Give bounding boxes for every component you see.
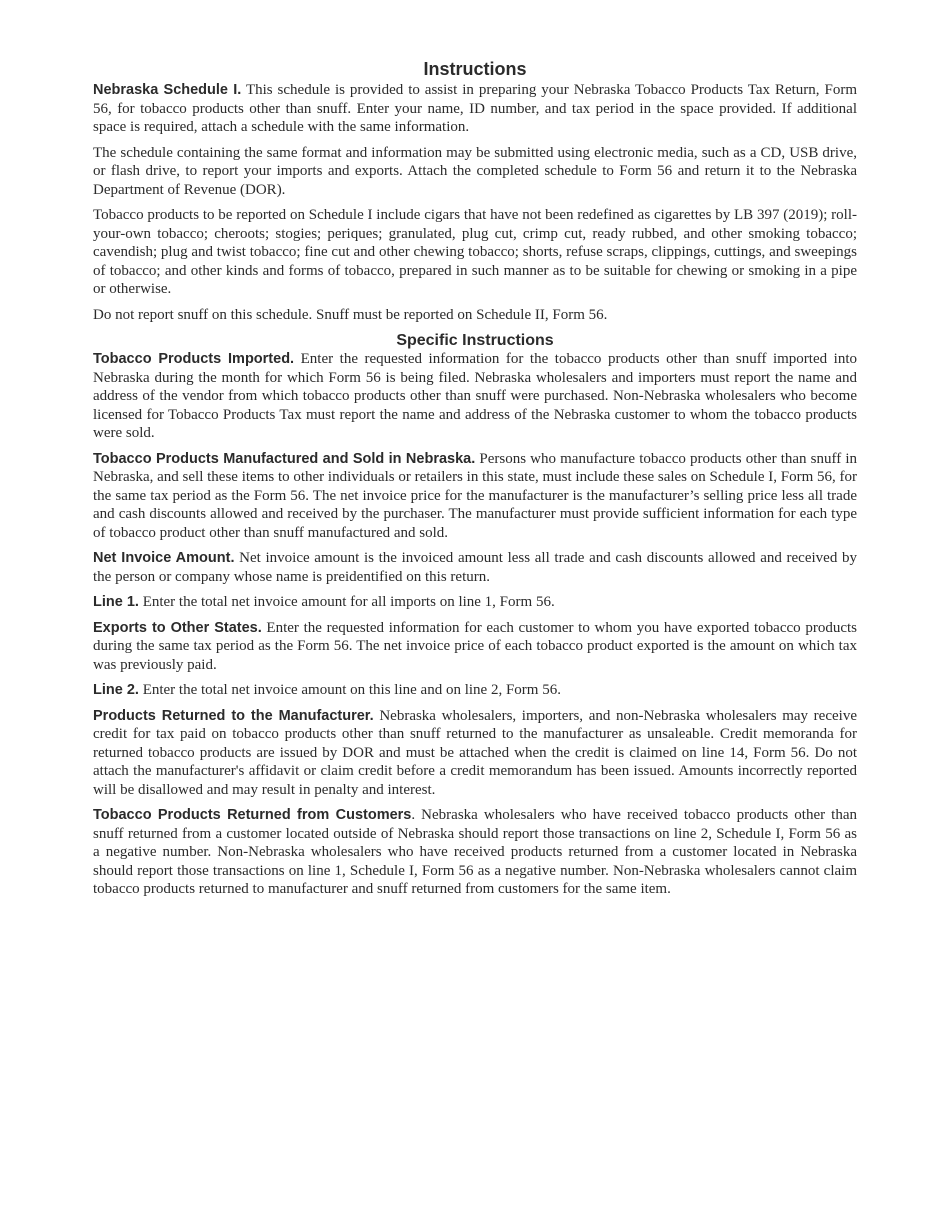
intro-paragraph-snuff	[93, 306, 857, 325]
section-lead: Tobacco Products Manufactured and Sold in Nebraska.	[93, 450, 476, 467]
intro-paragraph-text: Tobacco products to be reported on Schedule I include cigars that have not been redefined as cigarettes by LB 397 (2019); roll-your-own tobacco; cheroots; stogies; periques; granulated, plug cut, crimp cut, ready rubbed, and other smoking tobacco; cavendish; plug and twist tobacco; fine cut and other chewing tobacco; shorts, refuse scraps, clippings, cuttings, and sweepings of tobacco; and other kinds and forms of tobacco, prepared in such manner as to be suitable for chewing or smoking in a pipe or otherwise.	[93, 207, 857, 297]
intro-paragraph-text: The schedule containing the same format and information may be submitted using electronic media, such as a CD, USB drive, or flash drive, to report your imports and exports. Attach the completed schedule to Form 56 and return it to the Nebraska Department of Revenue (DOR).	[93, 144, 857, 198]
section-lead: Net Invoice Amount.	[93, 550, 235, 566]
section-returned-customers	[93, 806, 857, 899]
specific-instructions-heading: Specific Instructions	[396, 332, 554, 349]
section-lead: Exports to Other States.	[93, 619, 262, 636]
section-text: Persons who manufacture tobacco products other than snuff in Nebraska, and sell these items to other individuals or retailers in this state, must include these sales on Schedule I, Form 56, for the same tax period as the Form 56. The net invoice price for the manufacturer is the manufacturer’s selling price less all trade and cash discounts allowed and received by the purchaser. The manufacturer must provide sufficient information for each type of tobacco product other than snuff manufactured and sold.	[93, 450, 857, 541]
section-tobacco-imported	[93, 350, 857, 443]
section-line-2	[93, 681, 857, 700]
intro-paragraph-text: Do not report snuff on this schedule. Snuff must be reported on Schedule II, Form 56.	[93, 306, 608, 323]
section-text: Enter the total net invoice amount on this line and on line 2, Form 56.	[138, 682, 561, 698]
section-text: Enter the total net invoice amount for all imports on line 1, Form 56.	[138, 594, 555, 610]
page-title: Instructions	[423, 59, 527, 79]
section-text: . Nebraska wholesalers who have received tobacco products other than snuff returned from a customer located outside of Nebraska should report those transactions on line 2, Schedule I, Form 56 as a negative number. Non-Nebraska wholesalers who have received products returned from a customer located in Nebraska should report those transactions on line 1, Schedule I, Form 56 as a negative number. Non-Nebraska wholesalers cannot claim tobacco products returned to manufacturer and snuff returned from customers for the same item.	[93, 807, 857, 897]
section-net-invoice-amount	[93, 549, 857, 586]
intro-paragraph-electronic-media	[93, 144, 857, 200]
intro-paragraph-schedule	[93, 81, 857, 137]
section-manufactured-sold	[93, 450, 857, 543]
section-text: Enter the requested information for each customer to whom you have exported tobacco products during the same tax period as the Form 56. The net invoice price of each tobacco product exported is the amount on which tax was previously paid.	[93, 619, 857, 673]
section-lead: Line 2.	[93, 682, 139, 698]
intro-paragraph-products-reported	[93, 206, 857, 299]
section-text: Net invoice amount is the invoiced amount less all trade and cash discounts allowed and received by the person or company whose name is preidentified on this return.	[93, 550, 857, 585]
section-text: Enter the requested information for the tobacco products other than snuff imported into Nebraska during the month for which Form 56 is being filed. Nebraska wholesalers and importers must report the name and address of the vendor from which tobacco products other than snuff were purchased. Non-Nebraska wholesalers who become licensed for Tobacco Products Tax must report the name and address of the Nebraska customer to whom the tobacco products were sold.	[93, 351, 858, 441]
intro-paragraph-text: This schedule is provided to assist in preparing your Nebraska Tobacco Products Tax Return, Form 56, for tobacco products other than snuff. Enter your name, ID number, and tax period in the space provided. If additional space is required, attach a schedule with the same information.	[93, 82, 857, 135]
section-lead: Line 1.	[93, 594, 139, 610]
intro-paragraph-lead: Nebraska Schedule I.	[93, 82, 242, 98]
section-lead: Products Returned to the Manufacturer.	[93, 707, 374, 724]
section-lead: Tobacco Products Imported.	[93, 351, 295, 367]
instructions-page	[93, 58, 857, 906]
section-lead: Tobacco Products Returned from Customers	[93, 807, 412, 823]
section-exports	[93, 619, 857, 675]
section-line-1	[93, 593, 857, 612]
section-text: Nebraska wholesalers, importers, and non-Nebraska wholesalers may receive credit for tax paid on tobacco products other than snuff returned to the manufacturer as unsaleable. Credit memoranda for returned tobacco products are issued by DOR and must be attached when the credit is claimed on line 14, Form 56. Do not attach the manufacturer's affidavit or claim credit before a credit memorandum has been issued. Amounts incorrectly reported will be disallowed and may result in penalty and interest.	[93, 707, 857, 798]
section-returned-manufacturer	[93, 707, 857, 800]
